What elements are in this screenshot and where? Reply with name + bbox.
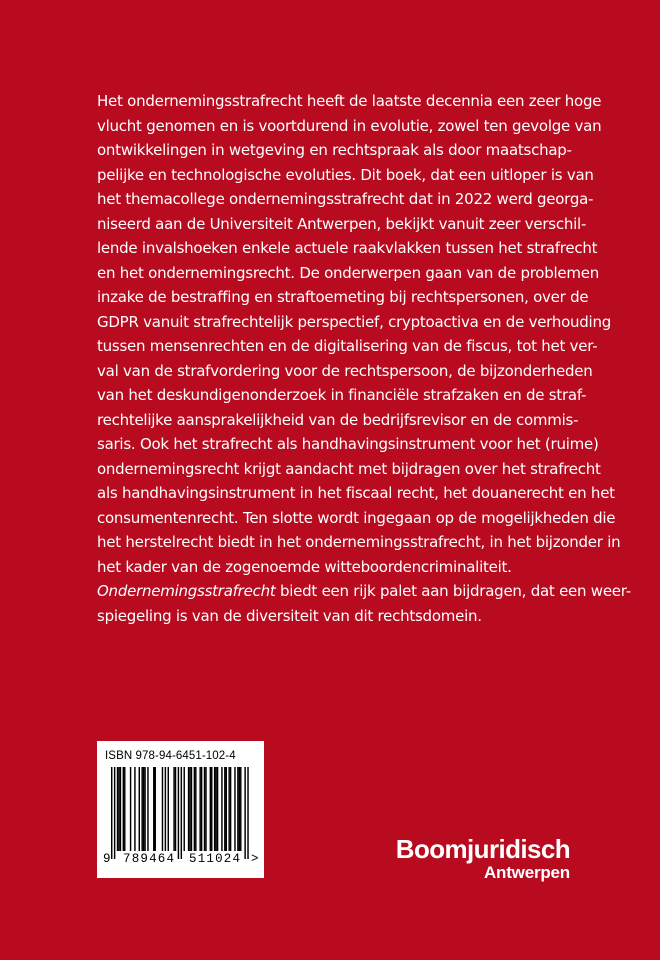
- barcode-bar: [120, 767, 121, 851]
- blurb-line: het themacollege ondernemingsstrafrecht dat in 2022 werd georga-: [97, 190, 594, 208]
- barcode-guard-bar: [111, 767, 112, 859]
- publisher-city: Antwerpen: [483, 863, 570, 882]
- barcode-first-digit: 9: [103, 852, 111, 866]
- barcode-bar: [201, 767, 202, 851]
- barcode-bar: [237, 767, 238, 851]
- barcode-bar: [147, 767, 148, 851]
- barcode-bar: [168, 767, 169, 851]
- barcode-bar: [214, 767, 215, 851]
- barcode-bar: [239, 767, 240, 851]
- barcode-bar: [130, 767, 131, 851]
- barcode-bar: [194, 767, 195, 851]
- barcode-bar: [143, 767, 144, 851]
- barcode-bar: [230, 767, 231, 851]
- barcode-bar: [173, 767, 174, 851]
- publisher-logo: [380, 835, 570, 883]
- barcode-bar: [210, 767, 211, 851]
- blurb-line: val van de strafvordering voor de rechtspersoon, de bijzonderheden: [97, 361, 593, 380]
- barcode-bar: [117, 767, 118, 851]
- barcode-bar: [211, 767, 212, 851]
- blurb-line: niseerd aan de Universiteit Antwerpen, bekijkt vanuit zeer verschil-: [97, 214, 587, 233]
- barcode-bar: [215, 767, 216, 851]
- barcode-bar: [123, 767, 124, 851]
- blurb-line: pelijke en technologische evoluties. Dit boek, dat een uitloper is van: [97, 165, 594, 184]
- barcode-bar: [175, 767, 176, 851]
- blurb-line: en het ondernemingsrecht. De onderwerpen gaan van de problemen: [97, 263, 599, 282]
- isbn-barcode: [97, 741, 264, 878]
- barcode-bar: [134, 767, 135, 851]
- barcode-bars: [111, 767, 251, 859]
- blurb-line: tussen mensenrechten en de digitalisering van de fiscus, tot het ver-: [97, 337, 598, 355]
- barcode-bar: [188, 767, 189, 851]
- barcode-bar: [141, 767, 142, 851]
- blurb-line: van het deskundigenonderzoek in financiële strafzaken en de straf-: [97, 386, 587, 404]
- blurb-line: inzake de bestraffing en straftoemeting bij rechtspersonen, over de: [97, 288, 589, 306]
- barcode-bar: [144, 767, 145, 851]
- blurb-line: lende invalshoeken enkele actuele raakvlakken tussen het strafrecht: [97, 239, 598, 257]
- barcode-bar: [221, 767, 222, 851]
- blurb-line: ondernemingsrecht krijgt aandacht met bijdragen over het strafrecht: [97, 459, 601, 478]
- barcode-bar: [189, 767, 190, 851]
- barcode-bar: [162, 767, 163, 851]
- barcode-bar: [195, 767, 196, 851]
- barcode-bar: [155, 767, 156, 851]
- publisher-name: Boomjuridisch: [395, 834, 570, 864]
- barcode-guard-bar: [178, 767, 179, 859]
- barcode-bar: [240, 767, 241, 851]
- barcode-guard-bar: [244, 767, 245, 859]
- closing-rest: biedt een rijk palet aan bijdragen, dat een weer-: [275, 582, 631, 600]
- barcode-guard-bar: [181, 767, 182, 859]
- barcode-bar: [199, 767, 200, 851]
- blurb-line: vlucht genomen en is voortdurend in evolutie, zowel ten gevolge van: [97, 116, 602, 135]
- barcode-left-digits: 789464: [123, 852, 176, 866]
- book-title-italic: Ondernemingsstrafrecht: [97, 582, 276, 600]
- blurb-line: het herstelrecht biedt in het ondernemingsstrafrecht, in het bijzonder in: [97, 533, 621, 551]
- barcode-bar: [118, 767, 119, 851]
- barcode-guard-bar: [114, 767, 115, 859]
- barcode-bar: [204, 767, 205, 851]
- barcode-bar: [165, 767, 166, 851]
- barcode-bar: [124, 767, 125, 851]
- barcode-bar: [217, 767, 218, 851]
- blurb-line: saris. Ook het strafrecht als handhavingsinstrument voor het (ruime): [97, 435, 599, 453]
- barcode-bar: [153, 767, 154, 851]
- barcode-bar: [139, 767, 140, 851]
- barcode-bar: [205, 767, 206, 851]
- barcode-bar: [191, 767, 192, 851]
- barcode-bar: [228, 767, 229, 851]
- blurb-line: ontwikkelingen in wetgeving en rechtspraak als door maatschap-: [97, 141, 572, 159]
- blurb-text: [97, 89, 631, 628]
- barcode-bar: [224, 767, 225, 851]
- blurb-line: rechtelijke aansprakelijkheid van de bedrijfsrevisor en de commis-: [97, 410, 579, 429]
- barcode-bar: [234, 767, 235, 851]
- barcode-bar: [226, 767, 227, 851]
- isbn-label: ISBN 978-94-6451-102-4: [105, 750, 236, 762]
- blurb-closing-line: [97, 579, 631, 604]
- blurb-line: het kader van de zogenoemde witteboordencriminaliteit.: [97, 557, 512, 576]
- blurb-line: Het ondernemingsstrafrecht heeft de laatste decennia een zeer hoge: [97, 92, 602, 110]
- blurb-line: spiegeling is van de diversiteit van dit rechtsdomein.: [97, 606, 482, 625]
- barcode-bar: [184, 767, 185, 851]
- barcode-right-digits: 511024: [189, 852, 242, 866]
- blurb-line: als handhavingsinstrument in het fiscaal recht, het douanerecht en het: [97, 484, 615, 502]
- barcode-guard-bar: [247, 767, 248, 859]
- barcode-arrow: >: [251, 852, 259, 866]
- blurb-line: consumentenrecht. Ten slotte wordt ingegaan op de mogelijkheden die: [97, 508, 616, 527]
- blurb-line: GDPR vanuit strafrechtelijk perspectief, cryptoactiva en de verhouding: [97, 312, 611, 331]
